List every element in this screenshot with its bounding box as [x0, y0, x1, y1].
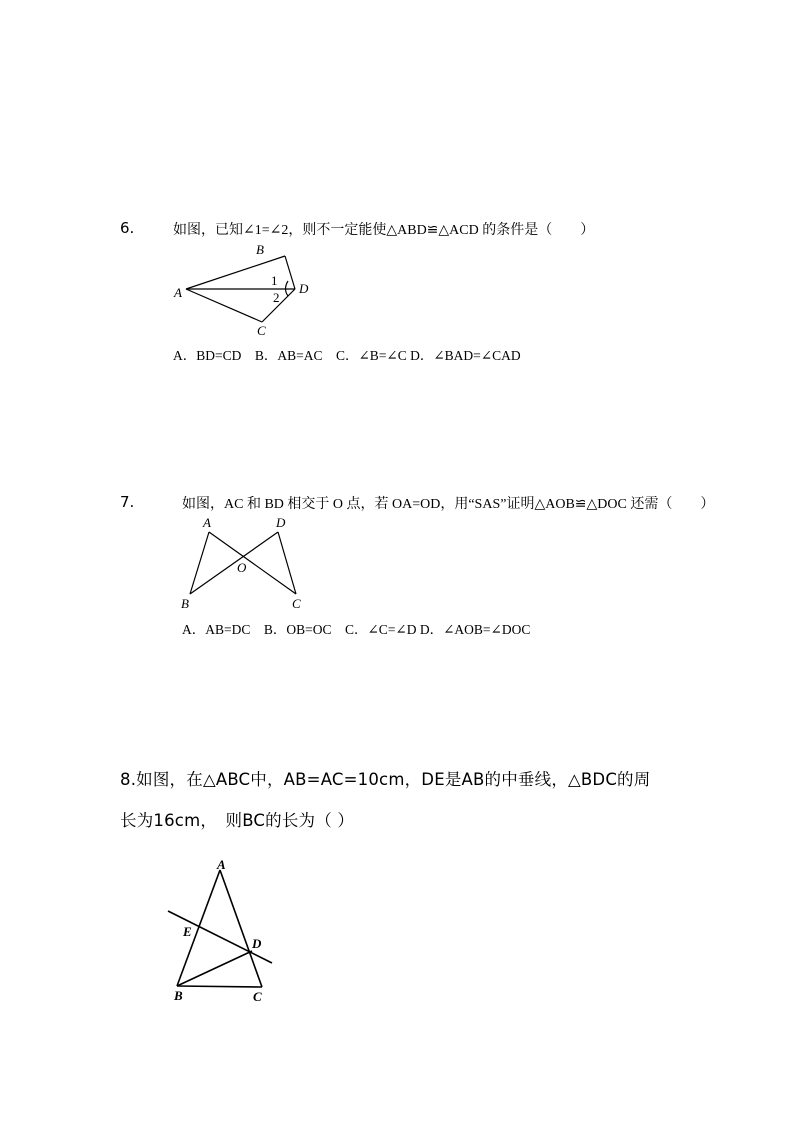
q7-label-o: O — [237, 560, 247, 575]
q8-seg-bc — [177, 986, 262, 987]
q8-label-a: A — [217, 857, 226, 872]
q7-options: A．AB=DC B．OB=OC C．∠C=∠D D．∠AOB=∠DOC — [182, 622, 531, 637]
q8-label-c: C — [253, 989, 262, 1004]
q8-question-line-1: 8.如图，在△ABC中，AB=AC=10cm，DE是AB的中垂线，△BDC的周 — [120, 770, 651, 789]
q7-label-b: B — [181, 596, 189, 611]
q6-label-d: D — [299, 281, 309, 296]
q7-number: 7. — [120, 493, 135, 511]
q7-label-a: A — [203, 515, 211, 530]
q8-label-e: E — [183, 924, 192, 939]
q6-label-c: C — [257, 323, 266, 338]
q6-number: 6. — [120, 219, 135, 237]
q6-question-text: 如图，已知∠1=∠2，则不一定能使△ABD≌△ACD 的条件是（ ） — [173, 223, 595, 238]
q8-label-d: D — [252, 936, 262, 951]
q8-question-line-2: 长为16cm， 则BC的长为（ ） — [120, 811, 355, 830]
q6-label-b: B — [256, 242, 264, 257]
q8-seg-ac — [220, 870, 262, 987]
q6-options: A．BD=CD B．AB=AC C．∠B=∠C D．∠BAD=∠CAD — [173, 348, 521, 363]
q6-label-1: 1 — [271, 273, 278, 288]
q8-label-b: B — [174, 988, 183, 1003]
q7-label-d: D — [276, 515, 286, 530]
q7-question-text: 如图，AC 和 BD 相交于 O 点，若 OA=OD，用“SAS”证明△AOB≌△DOC 还需（ ） — [182, 497, 715, 512]
q6-label-a: A — [174, 285, 182, 300]
q7-label-c: C — [292, 596, 301, 611]
q6-label-2: 2 — [273, 290, 280, 305]
